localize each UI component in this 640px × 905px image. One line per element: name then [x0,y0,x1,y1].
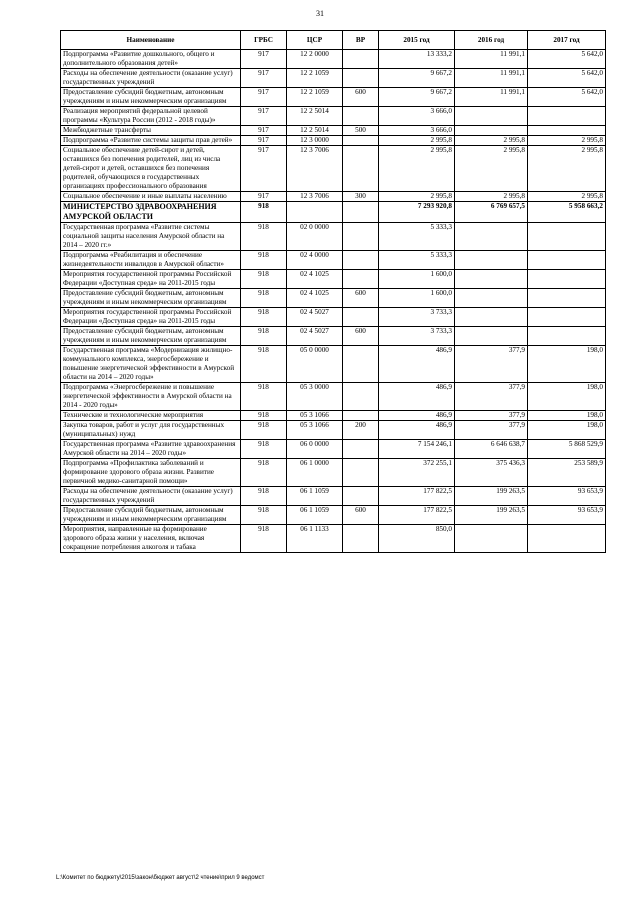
row-vr-cell [343,459,379,487]
row-csr-cell: 02 0 0000 [287,223,343,251]
table-row [61,346,606,383]
row-csr-cell: 12 3 7006 [287,146,343,192]
row-2016-cell: 199 263,5 [455,506,528,525]
row-grbs-cell: 918 [241,459,287,487]
header-2017: 2017 год [528,31,606,50]
row-2017-cell [528,327,606,346]
row-2017-cell: 5 958 663,2 [528,202,606,223]
row-vr-cell: 300 [343,192,379,202]
header-csr: ЦСР [287,31,343,50]
row-2017-cell: 198,0 [528,383,606,411]
row-2016-cell [455,126,528,136]
row-2015-cell: 2 995,8 [379,192,455,202]
row-vr-cell [343,525,379,553]
table-row [61,411,606,421]
row-csr-cell: 02 4 5027 [287,327,343,346]
row-name-cell: Предоставление субсидий бюджетным, автономным учреждениям и иным некоммерческим организациям [61,506,241,525]
row-2017-cell [528,107,606,126]
table-row [61,146,606,192]
row-2016-cell: 2 995,8 [455,136,528,146]
row-grbs-cell: 918 [241,346,287,383]
row-name-cell: Подпрограмма «Энергосбережение и повышение энергетической эффективности в Амурской области на 2014 - 2020 годы» [61,383,241,411]
row-vr-cell [343,346,379,383]
row-2015-cell: 5 333,3 [379,251,455,270]
row-grbs-cell: 917 [241,88,287,107]
table-row [61,69,606,88]
header-grbs: ГРБС [241,31,287,50]
row-2016-cell: 2 995,8 [455,146,528,192]
row-vr-cell [343,411,379,421]
row-2017-cell: 2 995,8 [528,192,606,202]
row-grbs-cell: 917 [241,192,287,202]
row-name-cell: Государственная программа «Развитие здравоохранения Амурской области на 2014 – 2020 годы» [61,440,241,459]
row-name-cell: Подпрограмма «Развитие системы защиты прав детей» [61,136,241,146]
row-2016-cell: 377,9 [455,383,528,411]
row-csr-cell: 12 2 5014 [287,107,343,126]
table-row [61,440,606,459]
row-2016-cell: 377,9 [455,346,528,383]
row-2015-cell: 486,9 [379,421,455,440]
row-vr-cell: 600 [343,327,379,346]
row-name-cell: Технические и технологические мероприятия [61,411,241,421]
row-2016-cell: 11 991,1 [455,88,528,107]
row-2017-cell: 198,0 [528,421,606,440]
row-2015-cell: 486,9 [379,383,455,411]
row-csr-cell: 12 2 1059 [287,88,343,107]
row-vr-cell [343,270,379,289]
row-2015-cell: 177 822,5 [379,487,455,506]
row-2015-cell: 1 600,0 [379,289,455,308]
row-grbs-cell: 917 [241,50,287,69]
row-name-cell: Расходы на обеспечение деятельности (оказание услуг) государственных учреждений [61,487,241,506]
row-csr-cell: 02 4 0000 [287,251,343,270]
row-name-cell: МИНИСТЕРСТВО ЗДРАВООХРАНЕНИЯ АМУРСКОЙ ОБЛАСТИ [61,202,241,223]
table-row [61,506,606,525]
row-vr-cell [343,136,379,146]
row-grbs-cell: 917 [241,126,287,136]
row-2015-cell: 7 293 920,8 [379,202,455,223]
budget-table [60,30,606,553]
row-grbs-cell: 917 [241,146,287,192]
row-2017-cell [528,270,606,289]
row-grbs-cell: 918 [241,506,287,525]
row-csr-cell: 05 3 1066 [287,411,343,421]
table-row [61,327,606,346]
row-2016-cell: 2 995,8 [455,192,528,202]
row-2017-cell: 198,0 [528,346,606,383]
row-name-cell: Реализация мероприятий федеральной целевой программы «Культура России (2012 - 2018 годы)» [61,107,241,126]
row-name-cell: Подпрограмма «Реабилитация и обеспечение жизнедеятельности инвалидов в Амурской области» [61,251,241,270]
row-2015-cell: 5 333,3 [379,223,455,251]
row-csr-cell [287,202,343,223]
row-vr-cell [343,69,379,88]
row-grbs-cell: 918 [241,487,287,506]
row-2016-cell [455,308,528,327]
page-number: 31 [316,9,324,18]
row-vr-cell: 600 [343,289,379,308]
row-2017-cell: 2 995,8 [528,136,606,146]
table-row [61,289,606,308]
table-header-row [61,31,606,50]
header-2015: 2015 год [379,31,455,50]
row-csr-cell: 06 1 1059 [287,487,343,506]
table-row [61,192,606,202]
row-grbs-cell: 918 [241,411,287,421]
row-2017-cell: 5 642,0 [528,88,606,107]
row-2017-cell [528,223,606,251]
row-2017-cell: 93 653,9 [528,506,606,525]
row-grbs-cell: 917 [241,136,287,146]
row-2016-cell: 377,9 [455,421,528,440]
row-2015-cell: 7 154 246,1 [379,440,455,459]
row-csr-cell: 06 0 0000 [287,440,343,459]
row-name-cell: Расходы на обеспечение деятельности (оказание услуг) государственных учреждений [61,69,241,88]
row-2015-cell: 13 333,2 [379,50,455,69]
table-row [61,383,606,411]
row-csr-cell: 06 1 1059 [287,506,343,525]
row-2015-cell: 372 255,1 [379,459,455,487]
row-vr-cell [343,202,379,223]
row-name-cell: Мероприятия, направленные на формирование здорового образа жизни у населения, включая сокращение потребления алкоголя и табака [61,525,241,553]
table-row [61,136,606,146]
row-grbs-cell: 918 [241,251,287,270]
row-csr-cell: 02 4 1025 [287,289,343,308]
footer-file-path: L:\Комитет по бюджету\2015\закон\бюджет август\2 чтение\прил 9 ведомст [56,875,265,881]
row-csr-cell: 05 0 0000 [287,346,343,383]
row-vr-cell [343,107,379,126]
row-2015-cell: 2 995,8 [379,136,455,146]
row-vr-cell: 600 [343,88,379,107]
row-2017-cell: 5 642,0 [528,69,606,88]
row-2016-cell [455,107,528,126]
table-row [61,223,606,251]
row-2017-cell [528,308,606,327]
row-vr-cell [343,440,379,459]
row-2017-cell [528,251,606,270]
row-name-cell: Мероприятия государственной программы Российской Федерации «Доступная среда» на 2011-2015 годы [61,308,241,327]
row-csr-cell: 02 4 5027 [287,308,343,327]
row-2015-cell: 486,9 [379,346,455,383]
row-2017-cell: 198,0 [528,411,606,421]
row-2015-cell: 3 666,0 [379,126,455,136]
table-row [61,251,606,270]
row-2016-cell [455,289,528,308]
row-vr-cell [343,383,379,411]
header-2016: 2016 год [455,31,528,50]
row-2015-cell: 850,0 [379,525,455,553]
row-csr-cell: 12 2 1059 [287,69,343,88]
row-grbs-cell: 918 [241,440,287,459]
row-2017-cell [528,525,606,553]
row-csr-cell: 12 2 5014 [287,126,343,136]
row-vr-cell: 600 [343,506,379,525]
table-row [61,50,606,69]
row-grbs-cell: 918 [241,223,287,251]
row-2017-cell: 93 653,9 [528,487,606,506]
row-grbs-cell: 918 [241,202,287,223]
row-csr-cell: 12 3 7006 [287,192,343,202]
row-grbs-cell: 917 [241,107,287,126]
row-2015-cell: 9 667,2 [379,88,455,107]
row-name-cell: Межбюджетные трансферты [61,126,241,136]
row-2016-cell: 377,9 [455,411,528,421]
row-vr-cell: 200 [343,421,379,440]
row-name-cell: Государственная программа «Модернизация жилищно-коммунального комплекса, энергосбережение и повышение энергетической эффективности в Амурской области на 2014 – 2020 годы» [61,346,241,383]
row-name-cell: Подпрограмма «Профилактика заболеваний и формирование здорового образа жизни. Развитие первичной медико-санитарной помощи» [61,459,241,487]
row-2015-cell: 3 666,0 [379,107,455,126]
row-vr-cell [343,146,379,192]
row-csr-cell: 02 4 1025 [287,270,343,289]
table-row [61,126,606,136]
row-vr-cell [343,487,379,506]
row-grbs-cell: 917 [241,69,287,88]
row-2016-cell: 6 646 638,7 [455,440,528,459]
row-name-cell: Предоставление субсидий бюджетным, автономным учреждениям и иным некоммерческим организациям [61,327,241,346]
row-2016-cell: 6 769 657,5 [455,202,528,223]
row-2017-cell: 5 868 529,9 [528,440,606,459]
row-2015-cell: 9 667,2 [379,69,455,88]
row-name-cell: Мероприятия государственной программы Российской Федерации «Доступная среда» на 2011-2015 годы [61,270,241,289]
header-vr: ВР [343,31,379,50]
row-2015-cell: 1 600,0 [379,270,455,289]
header-name: Наименование [61,31,241,50]
row-2016-cell [455,223,528,251]
row-grbs-cell: 918 [241,270,287,289]
row-2015-cell: 486,9 [379,411,455,421]
row-name-cell: Предоставление субсидий бюджетным, автономным учреждениям и иным некоммерческим организациям [61,88,241,107]
row-2017-cell [528,126,606,136]
row-name-cell: Предоставление субсидий бюджетным, автономным учреждениям и иным некоммерческим организациям [61,289,241,308]
table-row [61,202,606,223]
row-vr-cell [343,251,379,270]
table-row [61,487,606,506]
row-vr-cell [343,308,379,327]
row-grbs-cell: 918 [241,383,287,411]
row-name-cell: Подпрограмма «Развитие дошкольного, общего и дополнительного образования детей» [61,50,241,69]
row-csr-cell: 05 3 1066 [287,421,343,440]
row-2017-cell: 5 642,0 [528,50,606,69]
table-row [61,107,606,126]
table-row [61,459,606,487]
row-csr-cell: 05 3 0000 [287,383,343,411]
row-2017-cell: 2 995,8 [528,146,606,192]
table-row [61,525,606,553]
table-row [61,421,606,440]
row-grbs-cell: 918 [241,327,287,346]
row-csr-cell: 06 1 1133 [287,525,343,553]
row-2015-cell: 177 822,5 [379,506,455,525]
row-2015-cell: 3 733,3 [379,308,455,327]
row-2016-cell: 11 991,1 [455,69,528,88]
row-name-cell: Социальное обеспечение и иные выплаты населению [61,192,241,202]
row-2016-cell: 199 263,5 [455,487,528,506]
row-2017-cell: 253 589,9 [528,459,606,487]
row-vr-cell: 500 [343,126,379,136]
row-grbs-cell: 918 [241,421,287,440]
row-grbs-cell: 918 [241,308,287,327]
row-2015-cell: 3 733,3 [379,327,455,346]
row-2016-cell [455,251,528,270]
table-row [61,308,606,327]
row-csr-cell: 12 3 0000 [287,136,343,146]
row-grbs-cell: 918 [241,289,287,308]
row-name-cell: Государственная программа «Развитие системы социальной защиты населения Амурской области на 2014 – 2020 гг.» [61,223,241,251]
row-vr-cell [343,223,379,251]
table-row [61,270,606,289]
row-2016-cell [455,525,528,553]
row-2016-cell: 11 991,1 [455,50,528,69]
row-2016-cell [455,327,528,346]
row-grbs-cell: 918 [241,525,287,553]
row-2016-cell: 375 436,3 [455,459,528,487]
row-2017-cell [528,289,606,308]
row-2015-cell: 2 995,8 [379,146,455,192]
row-csr-cell: 12 2 0000 [287,50,343,69]
row-vr-cell [343,50,379,69]
row-csr-cell: 06 1 0000 [287,459,343,487]
row-name-cell: Закупка товаров, работ и услуг для государственных (муниципальных) нужд [61,421,241,440]
row-2016-cell [455,270,528,289]
table-row [61,88,606,107]
row-name-cell: Социальное обеспечение детей-сирот и детей, оставшихся без попечения родителей, лиц из числа детей-сирот и детей, оставшихся без попечения родителей, обучающихся в государственных организациях профессионального образования [61,146,241,192]
